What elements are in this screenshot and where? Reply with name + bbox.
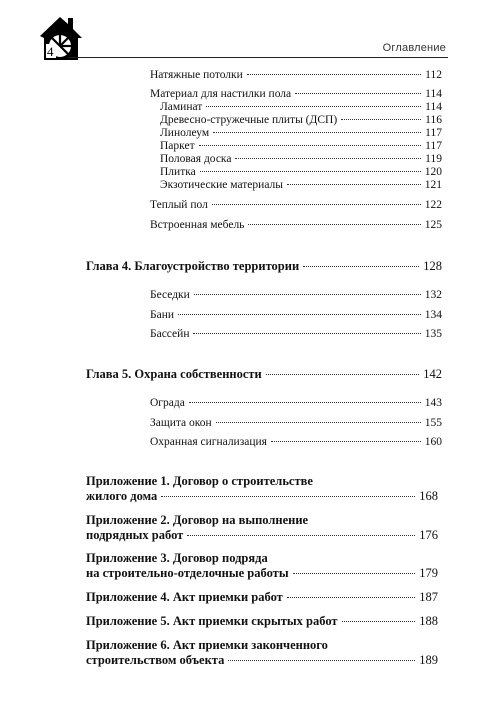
running-header: Оглавление <box>382 42 446 54</box>
page-number: 4 <box>47 44 54 59</box>
toc-appendix-6[interactable]: Приложение 6. Акт приемки законченного строительством объекта 189 <box>86 638 438 667</box>
toc-entry[interactable]: Древесно-стружечные плиты (ДСП) 116 <box>160 114 442 126</box>
toc-entry[interactable]: Экзотические материалы 121 <box>160 179 442 191</box>
toc-entry[interactable]: Теплый пол 122 <box>150 199 442 211</box>
toc-entry[interactable]: Охранная сигнализация 160 <box>150 436 442 448</box>
toc-appendix-2[interactable]: Приложение 2. Договор на выполнение подрядных работ 176 <box>86 513 438 542</box>
toc-entry[interactable]: Плитка 120 <box>160 166 442 178</box>
toc-appendix-3[interactable]: Приложение 3. Договор подряда на строительно-отделочные работы 179 <box>86 551 438 580</box>
toc-appendix-4[interactable]: Приложение 4. Акт приемки работ 187 <box>86 590 438 604</box>
toc-appendix-1[interactable]: Приложение 1. Договор о строительстве жилого дома 168 <box>86 474 438 503</box>
toc-entry[interactable]: Беседки 132 <box>150 289 442 301</box>
toc-entry[interactable]: Паркет 117 <box>160 140 442 152</box>
toc-entry[interactable]: Материал для настилки пола 114 <box>150 88 442 100</box>
toc-chapter-4[interactable]: Глава 4. Благоустройство территории 128 <box>86 259 442 273</box>
toc-entry[interactable]: Бассейн 135 <box>150 328 442 340</box>
toc-entry[interactable]: Защита окон 155 <box>150 417 442 429</box>
toc-appendix-5[interactable]: Приложение 5. Акт приемки скрытых работ 188 <box>86 614 438 628</box>
toc-entry[interactable]: Встроенная мебель 125 <box>150 219 442 231</box>
toc-entry[interactable]: Ламинат 114 <box>160 101 442 113</box>
toc-chapter-5[interactable]: Глава 5. Охрана собственности 142 <box>86 367 442 381</box>
toc-entry[interactable]: Ограда 143 <box>150 397 442 409</box>
header-rule <box>68 57 448 58</box>
house-logo-icon <box>38 14 88 62</box>
toc-entry[interactable]: Половая доска 119 <box>160 153 442 165</box>
toc-entry[interactable]: Бани 134 <box>150 309 442 321</box>
toc-entry[interactable]: Линолеум 117 <box>160 127 442 139</box>
toc-entry[interactable]: Натяжные потолки 112 <box>150 69 442 81</box>
